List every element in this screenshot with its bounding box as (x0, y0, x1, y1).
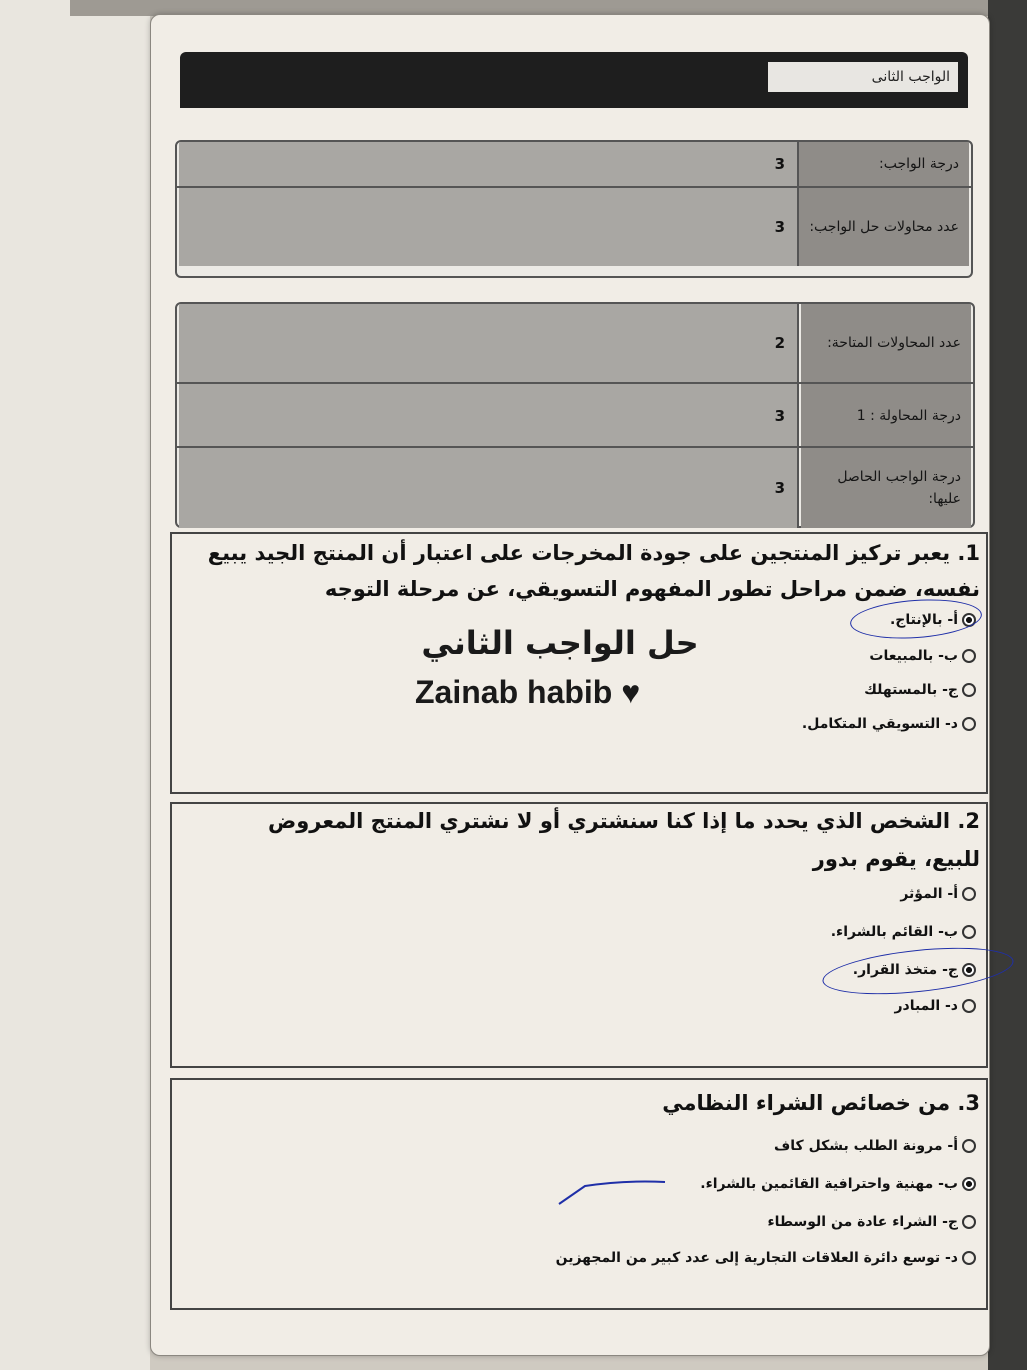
question-3-option-c[interactable] (767, 1214, 976, 1230)
option-label: أ- بالإنتاج. (889, 612, 958, 628)
pen-check-mark (555, 1176, 670, 1210)
overlay-author-name: Zainab habib (415, 674, 613, 710)
question-3-option-b[interactable] (700, 1176, 976, 1192)
question-1-text-line2: نفسه، ضمن مراحل تطور المفهوم التسويقي، عن مرحلة التوجه (324, 577, 980, 601)
radio-icon[interactable] (962, 887, 976, 901)
info-label: درجة المحاولة : 1 (801, 384, 971, 448)
question-1-box (170, 532, 988, 794)
assignment-info-table (175, 140, 973, 278)
question-2-option-d[interactable] (894, 998, 976, 1014)
option-label: د- المبادر (894, 998, 958, 1014)
question-1-option-b[interactable] (869, 648, 976, 664)
option-label: أ- المؤثر (900, 886, 958, 902)
radio-icon[interactable] (962, 717, 976, 731)
background-page-right (988, 0, 1027, 1370)
info-value-cell (179, 448, 799, 528)
option-label: د- توسع دائرة العلاقات التجارية إلى عدد كبير من المجهزين (555, 1250, 958, 1266)
info-row (177, 304, 973, 382)
radio-icon[interactable] (962, 1139, 976, 1153)
attempt-info-table (175, 302, 975, 528)
question-2-box (170, 802, 988, 1068)
option-label: ب- مهنية واحترافية القائمين بالشراء. (700, 1176, 958, 1192)
info-row (177, 142, 971, 186)
background-page-left (0, 0, 150, 1370)
radio-selected-icon[interactable] (962, 1177, 976, 1191)
info-value-cell (179, 384, 799, 448)
question-3-text: 3. من خصائص الشراء النظامي (662, 1091, 980, 1115)
info-value: 3 (774, 218, 785, 236)
info-row (177, 186, 971, 266)
option-label: ب- القائم بالشراء. (830, 924, 958, 940)
option-label: د- التسويقي المتكامل. (801, 716, 958, 732)
question-2-option-a[interactable] (900, 886, 976, 902)
question-2-option-b[interactable] (831, 924, 976, 940)
info-value: 2 (774, 334, 785, 352)
info-value: 3 (774, 479, 785, 497)
info-row (177, 446, 973, 528)
option-label: ج- بالمستهلك (864, 682, 958, 698)
info-value: 3 (774, 407, 785, 425)
heart-icon: ♥ (621, 674, 641, 710)
question-1-option-d[interactable] (802, 716, 976, 732)
info-label: عدد المحاولات المتاحة: (801, 304, 971, 382)
radio-icon[interactable] (962, 683, 976, 697)
info-value-cell (179, 142, 799, 186)
overlay-author (415, 674, 640, 711)
radio-icon[interactable] (962, 925, 976, 939)
info-value-cell (179, 304, 799, 382)
info-label: عدد محاولات حل الواجب: (799, 188, 969, 266)
question-3-option-d[interactable] (556, 1250, 976, 1266)
radio-icon[interactable] (962, 1251, 976, 1265)
page-title: الواجب الثانى (768, 62, 958, 92)
option-label: ج- متخذ القرار. (852, 962, 958, 978)
question-2-text-line2: للبيع، يقوم بدور (812, 847, 980, 871)
info-label: درجة الواجب الحاصل عليها: (801, 448, 971, 528)
option-label: أ- مرونة الطلب بشكل كاف (774, 1138, 958, 1154)
question-3-option-a[interactable] (774, 1138, 976, 1154)
info-value: 3 (774, 155, 785, 173)
question-2-text-line1: 2. الشخص الذي يحدد ما إذا كنا سنشتري أو لا نشتري المنتج المعروض (267, 809, 980, 833)
info-row (177, 382, 973, 448)
info-value-cell (179, 188, 799, 266)
question-1-text-line1: 1. يعبر تركيز المنتجين على جودة المخرجات على اعتبار أن المنتج الجيد يبيع (207, 541, 980, 565)
radio-icon[interactable] (962, 649, 976, 663)
question-1-option-c[interactable] (864, 682, 976, 698)
radio-icon[interactable] (962, 999, 976, 1013)
option-label: ج- الشراء عادة من الوسطاء (767, 1214, 958, 1230)
radio-icon[interactable] (962, 1215, 976, 1229)
option-label: ب- بالمبيعات (869, 648, 958, 664)
overlay-title: حل الواجب الثاني (421, 624, 699, 662)
info-label: درجة الواجب: (799, 142, 969, 186)
